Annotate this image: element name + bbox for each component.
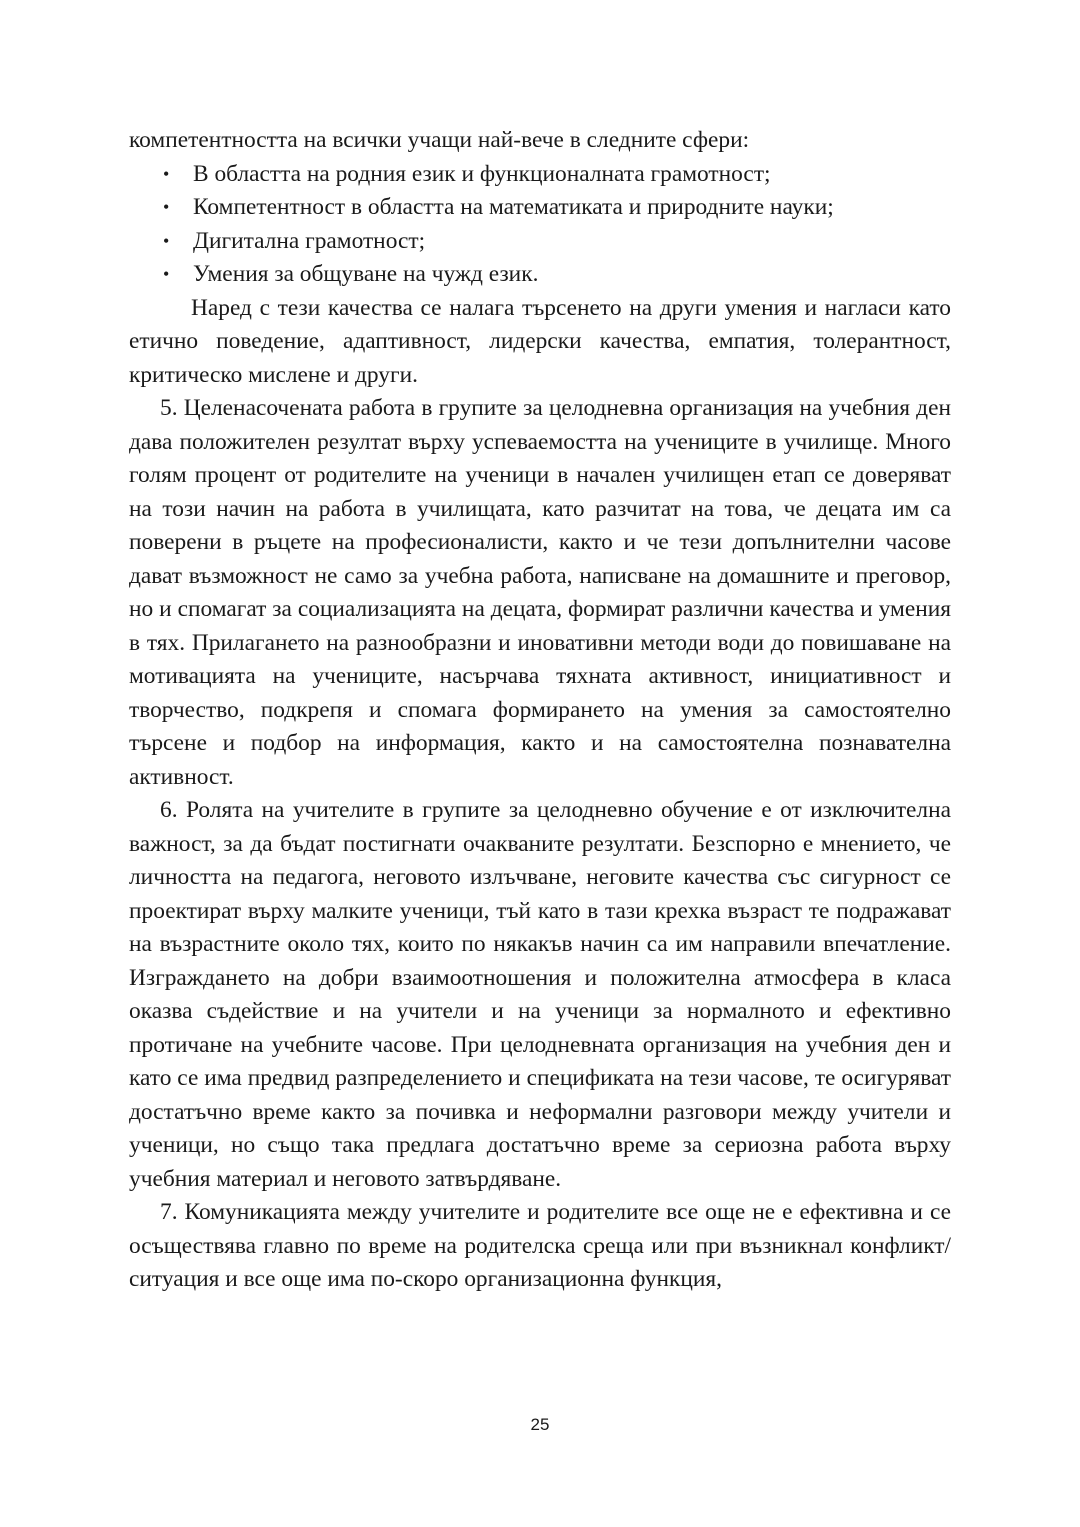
bullet-text: Компетентност в областта на математиката и природните науки; xyxy=(193,194,834,220)
bullet-text: Дигитална грамотност; xyxy=(193,227,426,254)
bullet-icon: • xyxy=(163,163,170,184)
bullet-text: Умения за общуване на чужд език. xyxy=(193,261,539,287)
list-item xyxy=(129,258,951,292)
list-item xyxy=(129,225,951,259)
bullet-icon: • xyxy=(163,264,170,284)
bullet-text: В областта на родния език и функционалната грамотност; xyxy=(193,160,771,187)
paragraph-qualities: Наред с тези качества се налага търсенето на други умения и нагласи като етично поведение, адаптивност, лидерски качества, емпатия, толерантност, критическо мислене и други. xyxy=(129,294,951,388)
bullet-icon: • xyxy=(163,230,170,251)
paragraph-7: 7. Комуникацията между учителите и родителите все още не е ефективна и се осъществява главно по време на родителска среща или при възникнал конфликт/ситуация и все още има по-скоро организационна функция, xyxy=(129,1199,951,1292)
paragraph-5: 5. Целенасочената работа в групите за целодневна организация на учебния ден дава положителен резултат върху успеваемостта на учениците в училище. Много голям процент от родителите на ученици в начален училищен етап се доверяват на този начин на работа в училищата, като разчитат на това, че децата им са поверени в ръцете на професионалисти, както и че тези допълнителни часове дават възможност не само за учебна работа, написване на домашните и преговор, но и спомагат за социализацията на децата, формират различни качества и умения в тях. Прилагането на разнообразни и иновативни методи води до повишаване на мотивацията на учениците, насърчава тяхната активност, инициативност и творчество, подкрепя и спомага формирането на умения за самостоятелно търсене и подбор на информация, както и на самостоятелна познавателна активност. xyxy=(129,395,951,790)
page-body xyxy=(129,124,951,1297)
page-number: 25 xyxy=(530,1415,550,1434)
list-item xyxy=(129,158,951,192)
bullet-icon: • xyxy=(163,197,170,217)
list-item xyxy=(129,191,951,225)
intro-line: компетентността на всички учащи най-вече в следните сфери: xyxy=(129,127,750,153)
paragraph-6: 6. Ролята на учителите в групите за целодневно обучение е от изключителна важност, за да бъдат постигнати очакваните резултати. Безспорно е мнението, че личността на педагога, неговото излъчване, неговите качества със сигурност се проектират върху малките ученици, тъй като в тази крехка възраст те подражават на възрастните около тях, които по някакъв начин са им направили впечатление. Изграждането на добри взаимоотношения и положителна атмосфера в класа оказва съдействие и на учители и на ученици за нормалното и ефективно протичане на учебните часове. При целодневната организация на учебния ден и като се има предвид разпределението и спецификата на тези часове, те осигуряват достатъчно време както за почивка и неформални разговори между учители и ученици, но също така предлага достатъчно време за сериозна работа върху учебния материал и неговото затвърдяване. xyxy=(129,797,951,1192)
bullet-list xyxy=(129,158,951,292)
